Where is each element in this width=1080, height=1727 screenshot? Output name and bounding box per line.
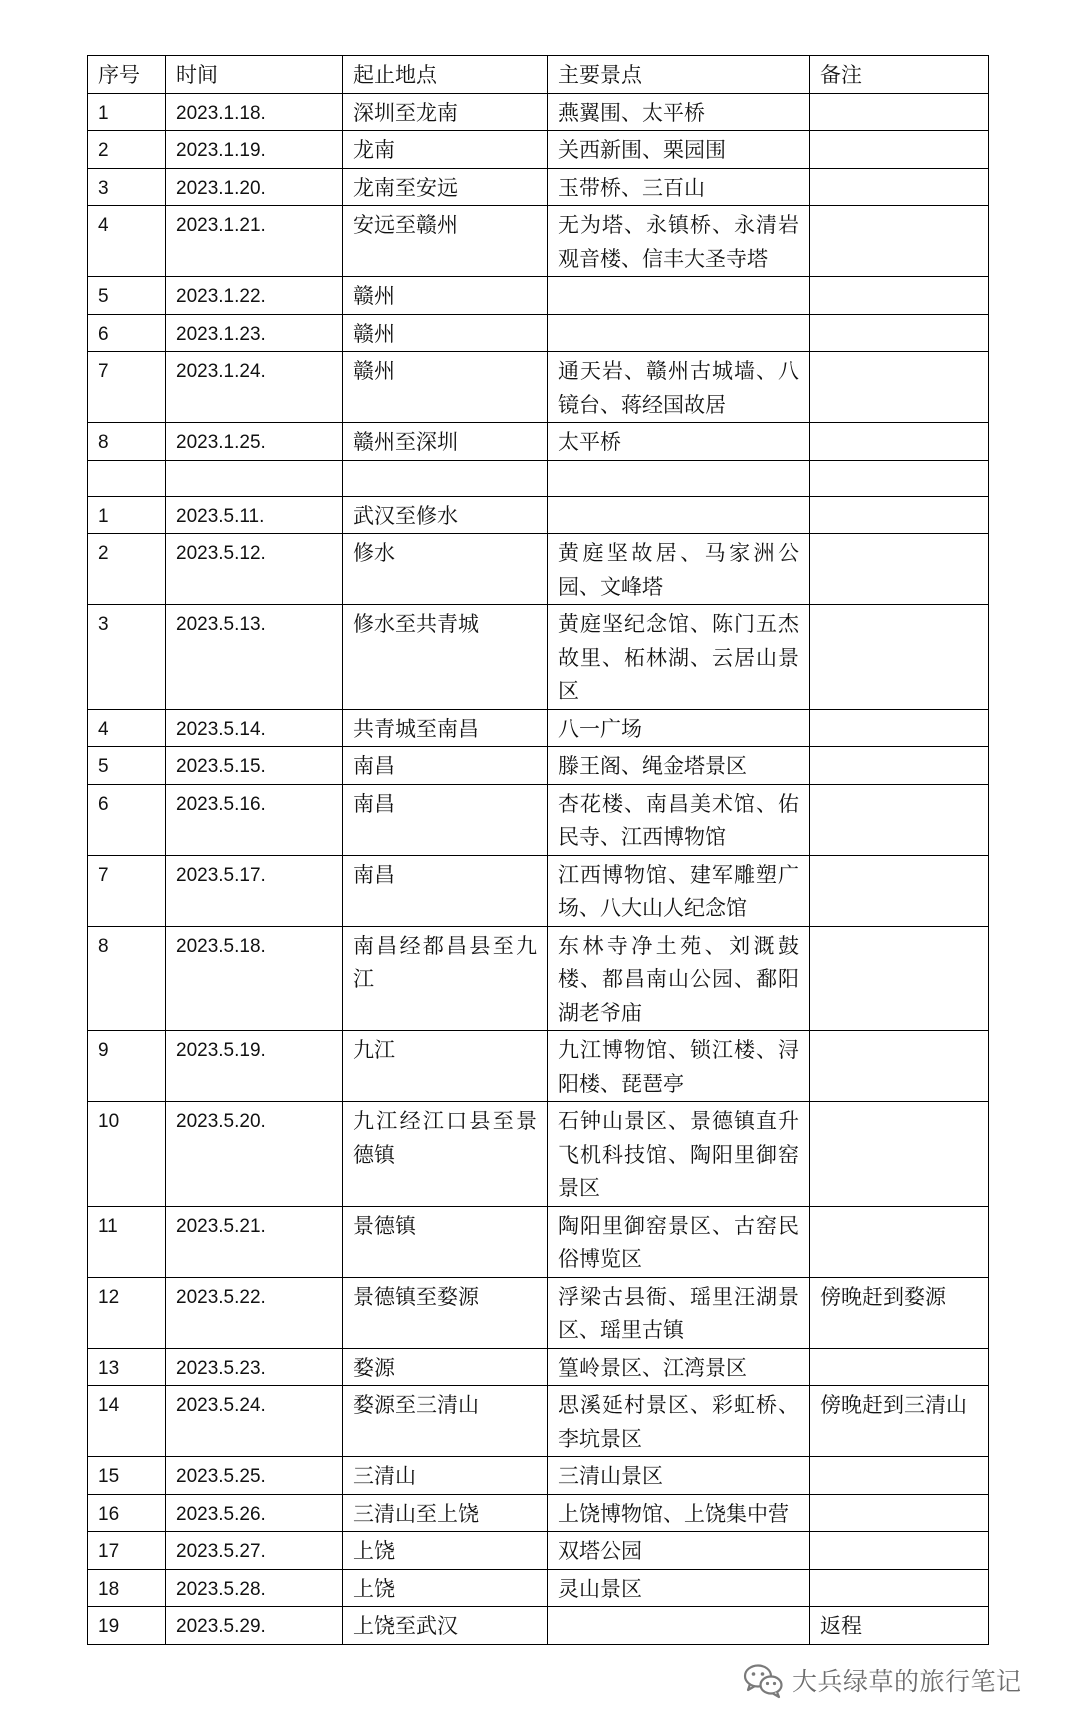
cell-date [166,352,343,423]
cell-note [810,131,989,169]
table-row [88,1206,989,1277]
cell-no [88,855,166,926]
cell-route-text: 景德镇 [353,1213,416,1238]
table-row [88,784,989,855]
cell-note [810,168,989,206]
cell-sights [548,206,810,277]
table-row [88,855,989,926]
cell-no-text: 7 [98,361,109,382]
cell-sights [548,168,810,206]
cell-sights-text: 滕王阁、绳金塔景区 [558,754,747,778]
cell-date-text: 2023.5.25. [176,1466,266,1487]
cell-sights [548,1277,810,1348]
cell-date-text: 2023.5.22. [176,1286,266,1308]
cell-route [343,926,548,1031]
cell-note [810,534,989,605]
table-row [88,747,989,785]
cell-no [88,1607,166,1645]
cell-route [343,747,548,785]
table-row [88,1457,989,1495]
cell-no-text: 19 [98,1616,120,1637]
cell-route [343,423,548,461]
header-note: 备注 [810,56,989,94]
table-row [88,1494,989,1532]
cell-note [810,1277,989,1348]
cell-date-text: 2023.5.28. [176,1578,266,1600]
cell-route [343,1031,548,1102]
cell-no [88,168,166,206]
cell-route [343,1532,548,1570]
cell-sights-text: 江西博物馆、建军雕塑广场、八大山人纪念馆 [558,862,799,920]
cell-date-text: 2023.5.26. [176,1503,266,1525]
cell-date [166,1206,343,1277]
cell-sights-text: 三清山景区 [558,1464,663,1488]
cell-no-text: 8 [98,935,109,957]
table-row [88,1386,989,1457]
cell-date [166,496,343,534]
cell-date [166,206,343,277]
cell-date [166,855,343,926]
cell-note [810,1348,989,1386]
table-row [88,1532,989,1570]
cell-no-text: 3 [98,614,109,635]
cell-sights [548,1457,810,1495]
cell-note [810,1102,989,1207]
cell-sights-text: 石钟山景区、景德镇直升飞机科技馆、陶阳里御窑景区 [558,1109,799,1200]
header-route: 起止地点 [343,56,548,94]
table-row [88,605,989,710]
cell-date-text: 2023.5.24. [176,1395,266,1416]
cell-no [88,1102,166,1207]
cell-sights-text: 关西新围、栗园围 [558,138,726,162]
cell-note [810,496,989,534]
cell-no-text: 9 [98,1040,109,1061]
cell-note [810,926,989,1031]
cell-date-text: 2023.1.18. [176,102,266,124]
cell-route [343,1457,548,1495]
cell-sights-text: 无为塔、永镇桥、永清岩观音楼、信丰大圣寺塔 [558,213,799,271]
table-row [88,168,989,206]
cell-sights-text: 九江博物馆、锁江楼、浔阳楼、琵琶亭 [558,1038,799,1096]
cell-no-text: 3 [98,177,109,199]
cell-route-text: 婺源 [353,1355,395,1380]
cell-date [166,605,343,710]
cell-route [343,1206,548,1277]
cell-date [166,1569,343,1607]
table-row [88,206,989,277]
cell-sights [548,784,810,855]
cell-no-text: 5 [98,286,109,307]
cell-no [88,1569,166,1607]
cell-sights-text: 黄庭坚纪念馆、陈门五杰故里、柘林湖、云居山景区 [558,612,799,703]
cell-note [810,855,989,926]
cell-no [88,605,166,710]
cell-date-text: 2023.5.27. [176,1541,266,1562]
itinerary-table [87,55,989,1645]
cell-no [88,747,166,785]
cell-route-text: 南昌经都昌县至九江 [353,933,537,991]
table-row [88,1607,989,1645]
cell-sights-text: 浮梁古县衙、瑶里汪湖景区、瑶里古镇 [558,1284,799,1342]
table-row [88,534,989,605]
cell-sights [548,1607,810,1645]
cell-no [88,1494,166,1532]
cell-no [88,206,166,277]
cell-date [166,1102,343,1207]
cell-date [166,1532,343,1570]
cell-sights [548,1206,810,1277]
cell-route-text: 九江 [353,1038,395,1062]
cell-note-text: 傍晚赶到婺源 [820,1284,946,1309]
cell-sights [548,93,810,131]
cell-sights-text: 燕翼围、太平桥 [558,100,705,125]
cell-date [166,423,343,461]
cell-no-text: 12 [98,1286,120,1308]
cell-date [166,93,343,131]
table-row [88,131,989,169]
cell-route [343,855,548,926]
cell-date-text: 2023.1.22. [176,286,266,307]
cell-no [88,496,166,534]
cell-sights-text: 篁岭景区、江湾景区 [558,1355,747,1380]
table-row [88,1277,989,1348]
cell-note [810,1569,989,1607]
cell-route-text: 赣州 [353,321,395,346]
cell-note [810,1494,989,1532]
header-sights: 主要景点 [548,56,810,94]
cell-route [343,534,548,605]
cell-route [343,1102,548,1207]
cell-sights [548,352,810,423]
cell-no [88,277,166,315]
cell-note [810,605,989,710]
cell-route [343,1494,548,1532]
cell-sights [548,131,810,169]
cell-route [343,131,548,169]
table-row [88,314,989,352]
cell-no [88,352,166,423]
table-row [88,1031,989,1102]
cell-route-text: 共青城至南昌 [353,716,479,741]
cell-no [88,460,166,496]
cell-route-text: 龙南至安远 [353,175,458,200]
cell-no-text: 8 [98,432,109,453]
wechat-icon [742,1661,786,1699]
cell-sights [548,277,810,315]
cell-note [810,1386,989,1457]
cell-route-text: 南昌 [353,754,395,778]
table-row [88,1348,989,1386]
cell-note [810,747,989,785]
cell-note [810,1457,989,1495]
cell-sights-text: 思溪延村景区、彩虹桥、李坑景区 [558,1393,799,1451]
table-row [88,1569,989,1607]
cell-note [810,1206,989,1277]
cell-date-text: 2023.5.16. [176,793,266,815]
cell-note [810,1607,989,1645]
cell-route-text: 赣州 [353,284,395,308]
table-row [88,93,989,131]
cell-note [810,93,989,131]
cell-sights [548,1532,810,1570]
cell-note [810,1532,989,1570]
cell-no-text: 4 [98,718,109,740]
cell-note [810,1031,989,1102]
cell-no [88,93,166,131]
cell-sights-text: 灵山景区 [558,1576,642,1601]
cell-sights-text: 陶阳里御窑景区、古窑民俗博览区 [558,1213,799,1271]
cell-no-text: 1 [98,505,109,527]
cell-no-text: 15 [98,1466,120,1487]
cell-no [88,1386,166,1457]
cell-no [88,1031,166,1102]
cell-route-text: 武汉至修水 [353,503,458,528]
table-row [88,277,989,315]
cell-route [343,352,548,423]
cell-route [343,496,548,534]
cell-sights [548,460,810,496]
cell-date-text: 2023.5.23. [176,1357,266,1379]
cell-no [88,709,166,747]
cell-no-text: 11 [98,1215,118,1237]
cell-note [810,277,989,315]
cell-no [88,1348,166,1386]
cell-no [88,534,166,605]
cell-sights-text: 双塔公园 [558,1539,642,1563]
cell-route-text: 景德镇至婺源 [353,1284,479,1309]
cell-route [343,1348,548,1386]
cell-date-text: 2023.1.19. [176,140,266,161]
cell-no [88,131,166,169]
cell-no-text: 14 [98,1395,120,1416]
cell-sights-text: 通天岩、赣州古城墙、八镜台、蒋经国故居 [558,359,799,417]
cell-sights [548,1494,810,1532]
cell-sights [548,1031,810,1102]
cell-no [88,926,166,1031]
cell-route-text: 深圳至龙南 [353,100,458,125]
cell-route-text: 赣州 [353,359,395,383]
cell-route [343,1277,548,1348]
cell-no [88,1206,166,1277]
cell-no-text: 6 [98,793,109,815]
cell-date-text: 2023.5.18. [176,935,266,957]
cell-date-text: 2023.1.21. [176,215,266,236]
cell-route-text: 安远至赣州 [353,213,458,237]
table-row [88,1102,989,1207]
cell-route-text: 龙南 [353,138,395,162]
header-date: 时间 [166,56,343,94]
cell-date [166,784,343,855]
cell-route [343,1607,548,1645]
cell-sights [548,855,810,926]
cell-note [810,314,989,352]
cell-sights-text: 八一广场 [558,716,642,741]
cell-date [166,1494,343,1532]
cell-no-text: 18 [98,1578,120,1600]
cell-route-text: 上饶至武汉 [353,1614,458,1638]
cell-no [88,1457,166,1495]
cell-no-text: 17 [98,1541,120,1562]
cell-route-text: 南昌 [353,791,395,816]
cell-date-text: 2023.5.19. [176,1040,266,1061]
cell-route [343,1386,548,1457]
cell-route [343,206,548,277]
table-body [88,93,989,1644]
table-row [88,423,989,461]
cell-date-text: 2023.5.29. [176,1616,266,1637]
cell-no [88,314,166,352]
cell-note [810,709,989,747]
cell-route [343,605,548,710]
cell-date-text: 2023.5.11. [176,505,265,527]
cell-note [810,352,989,423]
cell-date-text: 2023.5.15. [176,756,266,777]
cell-date [166,534,343,605]
cell-route [343,784,548,855]
cell-date [166,1607,343,1645]
watermark [742,1660,1052,1700]
cell-no-text: 5 [98,756,109,777]
cell-date-text: 2023.1.23. [176,323,266,345]
cell-sights [548,534,810,605]
cell-route-text: 赣州至深圳 [353,430,458,454]
cell-no-text: 6 [98,323,109,345]
cell-no-text: 10 [98,1111,120,1132]
cell-route [343,1569,548,1607]
cell-date [166,277,343,315]
cell-sights-text: 杏花楼、南昌美术馆、佑民寺、江西博物馆 [558,791,799,849]
cell-date [166,926,343,1031]
table-row [88,460,989,496]
cell-no [88,1277,166,1348]
cell-sights [548,1386,810,1457]
cell-note [810,460,989,496]
cell-date-text: 2023.5.12. [176,543,266,564]
cell-sights [548,747,810,785]
cell-sights [548,314,810,352]
cell-date [166,1457,343,1495]
cell-no-text: 2 [98,543,109,564]
cell-route [343,277,548,315]
cell-date-text: 2023.1.25. [176,432,266,453]
cell-date-text: 2023.5.17. [176,864,266,886]
cell-sights [548,423,810,461]
cell-note [810,784,989,855]
cell-route-text: 三清山 [353,1464,416,1488]
cell-date-text: 2023.5.14. [176,718,266,740]
cell-route-text: 南昌 [353,862,395,887]
cell-sights-text: 东林寺净土苑、刘溉鼓楼、都昌南山公园、鄱阳湖老爷庙 [558,933,799,1025]
cell-route [343,93,548,131]
cell-date [166,1386,343,1457]
cell-note [810,206,989,277]
cell-sights [548,1102,810,1207]
cell-no-text: 4 [98,215,109,236]
cell-date [166,1031,343,1102]
cell-route [343,168,548,206]
cell-no [88,784,166,855]
cell-route-text: 婺源至三清山 [353,1393,479,1417]
cell-date-text: 2023.1.24. [176,361,266,382]
cell-route-text: 上饶 [353,1539,395,1563]
cell-route [343,460,548,496]
cell-route-text: 九江经江口县至景德镇 [353,1109,537,1167]
watermark-text: 大兵绿草的旅行笔记 [792,1667,1022,1696]
cell-route-text: 修水 [353,541,395,565]
cell-route-text: 上饶 [353,1576,395,1601]
cell-no-text: 16 [98,1503,120,1525]
table-row [88,709,989,747]
cell-date-text: 2023.5.13. [176,614,266,635]
cell-sights [548,1569,810,1607]
cell-date [166,709,343,747]
cell-date [166,168,343,206]
cell-date [166,460,343,496]
cell-date-text: 2023.5.20. [176,1111,266,1132]
cell-note [810,423,989,461]
header-no: 序号 [88,56,166,94]
table-header-row [88,56,989,94]
cell-sights [548,1348,810,1386]
cell-sights-text: 太平桥 [558,430,621,454]
cell-no-text: 7 [98,864,109,886]
cell-date [166,1348,343,1386]
cell-sights-text: 上饶博物馆、上饶集中营 [558,1501,789,1526]
cell-sights-text: 黄庭坚故居、马家洲公园、文峰塔 [558,541,799,599]
table-row [88,352,989,423]
cell-sights [548,605,810,710]
cell-no-text: 13 [98,1357,120,1379]
cell-no-text: 2 [98,140,109,161]
cell-route [343,314,548,352]
cell-date [166,131,343,169]
table-row [88,926,989,1031]
cell-sights [548,496,810,534]
cell-no-text: 1 [98,102,109,124]
cell-sights-text: 玉带桥、三百山 [558,175,705,200]
cell-note-text: 返程 [820,1614,862,1638]
cell-no [88,1532,166,1570]
cell-route-text: 三清山至上饶 [353,1501,479,1526]
cell-route-text: 修水至共青城 [353,612,479,636]
cell-date [166,314,343,352]
cell-no [88,423,166,461]
cell-sights [548,926,810,1031]
cell-date [166,747,343,785]
cell-route [343,709,548,747]
cell-note-text: 傍晚赶到三清山 [820,1393,967,1417]
cell-sights [548,709,810,747]
cell-date-text: 2023.1.20. [176,177,266,199]
cell-date [166,1277,343,1348]
cell-date-text: 2023.5.21. [176,1215,266,1237]
table-row [88,496,989,534]
